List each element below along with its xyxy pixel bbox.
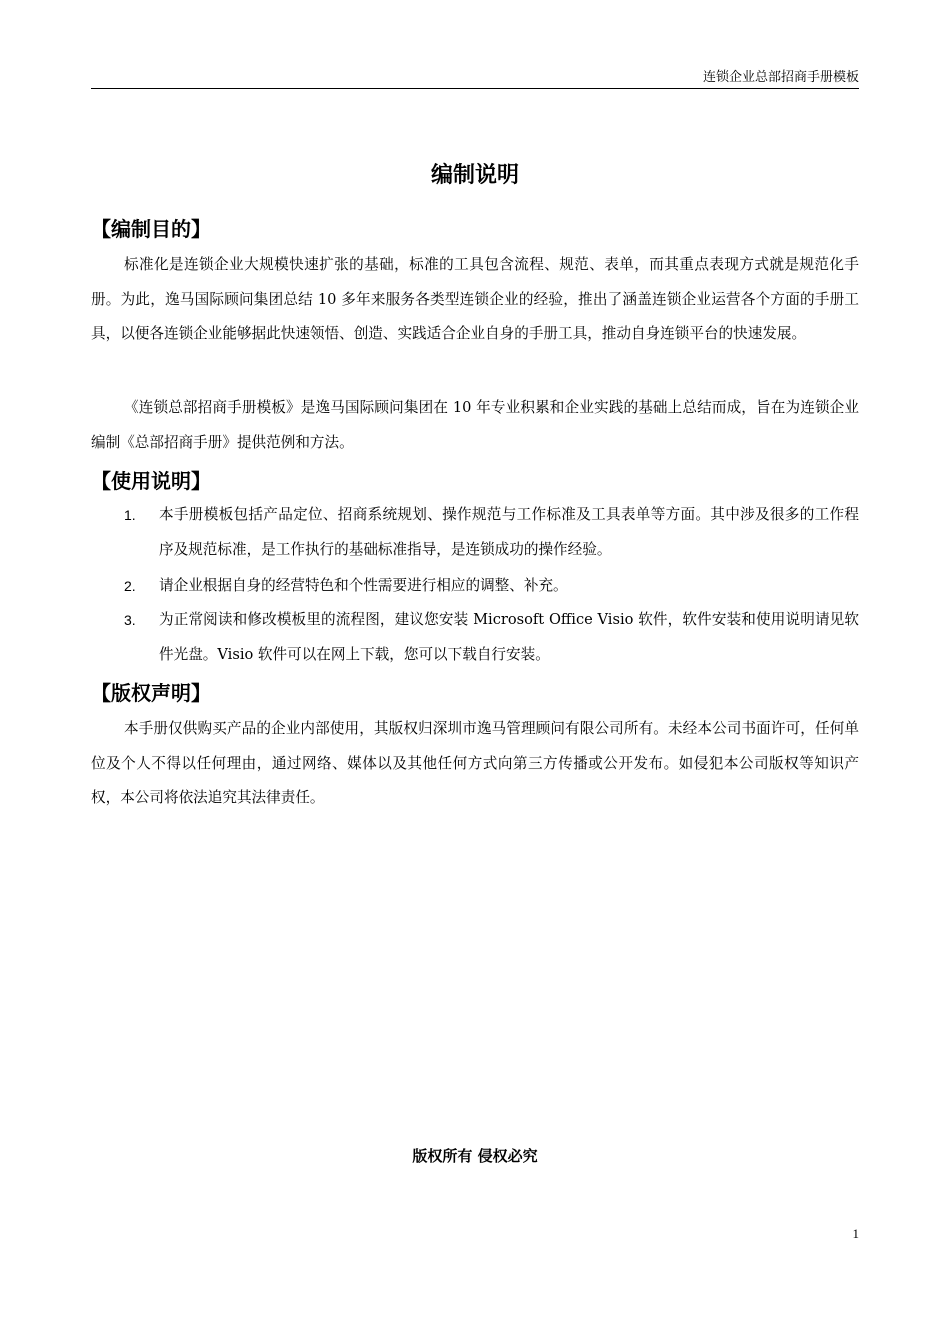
list-item-text: 本手册模板包括产品定位、招商系统规划、操作规范与工作标准及工具表单等方面。其中涉及很多的工作程序及规范标准，是工作执行的基础标准指导，是连锁成功的操作经验。 xyxy=(159,506,859,558)
list-item-text: 为正常阅读和修改模板里的流程图，建议您安装 Microsoft Office Visio 软件，软件安装和使用说明请见软件光盘。Visio 软件可以在网上下载，您可以下载自行安装。 xyxy=(159,611,859,663)
list-item-text: 请企业根据自身的经营特色和个性需要进行相应的调整、补充。 xyxy=(159,577,568,594)
page-title: 编制说明 xyxy=(430,163,519,188)
list-number: 1. xyxy=(124,507,136,523)
list-number: 2. xyxy=(124,578,136,594)
list-item xyxy=(91,569,859,604)
section-heading-copyright: 【版权声明】 xyxy=(91,681,211,705)
section-heading-usage: 【使用说明】 xyxy=(91,469,211,493)
purpose-paragraph-1: 标准化是连锁企业大规模快速扩张的基础，标准的工具包含流程、规范、表单，而其重点表现方式就是规范化手册。为此，逸马国际顾问集团总结 10 多年来服务各类型连锁企业的经验，推出了涵盖连锁企业运营各个方面的手册工具，以便各连锁企业能够据此快速领悟、创造、实践适合企业自身的手册工具，推动自身连锁平台的快速发展。 xyxy=(91,256,859,342)
copyright-footer-note: 版权所有 侵权必究 xyxy=(412,1147,538,1165)
section-heading-purpose: 【编制目的】 xyxy=(91,217,211,241)
purpose-paragraph-2: 《连锁总部招商手册模板》是逸马国际顾问集团在 10 年专业积累和企业实践的基础上总结而成，旨在为连锁企业编制《总部招商手册》提供范例和方法。 xyxy=(91,399,859,451)
list-item xyxy=(91,498,859,567)
copyright-paragraph: 本手册仅供购买产品的企业内部使用，其版权归深圳市逸马管理顾问有限公司所有。未经本公司书面许可，任何单位及个人不得以任何理由，通过网络、媒体以及其他任何方式向第三方传播或公开发布。如侵犯本公司版权等知识产权，本公司将依法追究其法律责任。 xyxy=(91,720,859,806)
running-header: 连锁企业总部招商手册模板 xyxy=(91,70,859,89)
list-number: 3. xyxy=(124,612,136,628)
page-number: 1 xyxy=(852,1226,859,1241)
list-item xyxy=(91,603,859,672)
